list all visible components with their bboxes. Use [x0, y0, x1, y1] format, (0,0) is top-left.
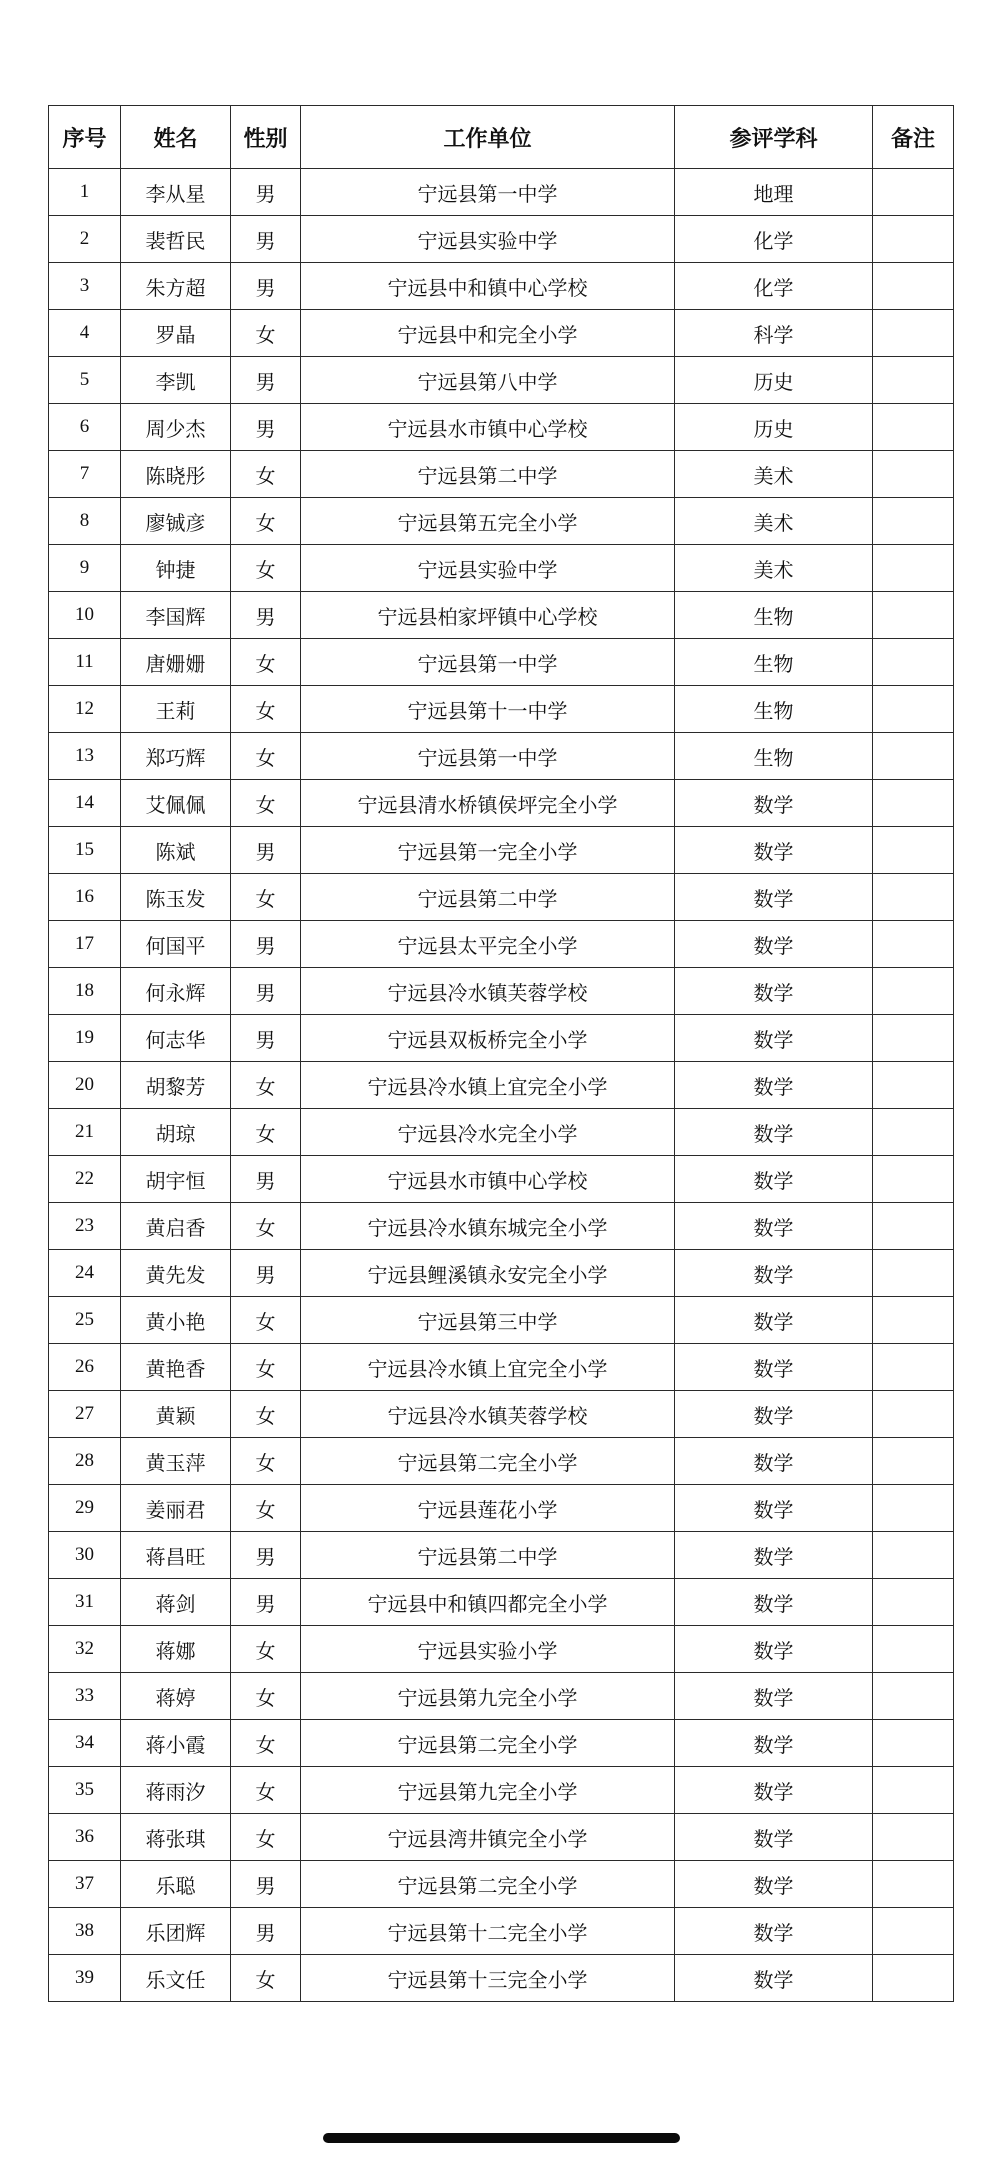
cell-serial: 8: [49, 498, 121, 545]
cell-serial: 37: [49, 1861, 121, 1908]
cell-subject: 数学: [675, 1626, 873, 1673]
cell-gender: 男: [231, 921, 301, 968]
cell-gender: 女: [231, 780, 301, 827]
table-row: [49, 921, 954, 968]
cell-serial: 11: [49, 639, 121, 686]
cell-subject: 美术: [675, 545, 873, 592]
cell-workplace: 宁远县实验小学: [301, 1626, 675, 1673]
cell-remarks: [873, 1485, 954, 1532]
cell-serial: 4: [49, 310, 121, 357]
cell-subject: 数学: [675, 1814, 873, 1861]
cell-name: 艾佩佩: [121, 780, 231, 827]
cell-name: 胡琼: [121, 1109, 231, 1156]
cell-serial: 27: [49, 1391, 121, 1438]
header-remarks: 备注: [873, 106, 954, 169]
cell-serial: 22: [49, 1156, 121, 1203]
cell-gender: 男: [231, 1015, 301, 1062]
cell-remarks: [873, 357, 954, 404]
home-indicator-bar[interactable]: [323, 2133, 680, 2143]
cell-serial: 20: [49, 1062, 121, 1109]
cell-remarks: [873, 921, 954, 968]
cell-gender: 男: [231, 263, 301, 310]
cell-serial: 26: [49, 1344, 121, 1391]
table-row: [49, 780, 954, 827]
cell-remarks: [873, 592, 954, 639]
table-row: [49, 1109, 954, 1156]
cell-workplace: 宁远县水市镇中心学校: [301, 1156, 675, 1203]
cell-subject: 数学: [675, 1579, 873, 1626]
cell-gender: 女: [231, 1297, 301, 1344]
cell-serial: 3: [49, 263, 121, 310]
cell-name: 李国辉: [121, 592, 231, 639]
cell-workplace: 宁远县第二完全小学: [301, 1861, 675, 1908]
cell-name: 蒋小霞: [121, 1720, 231, 1767]
cell-subject: 美术: [675, 498, 873, 545]
header-name: 姓名: [121, 106, 231, 169]
table-row: [49, 686, 954, 733]
table-body: [49, 169, 954, 2002]
cell-subject: 化学: [675, 263, 873, 310]
cell-name: 周少杰: [121, 404, 231, 451]
cell-serial: 25: [49, 1297, 121, 1344]
cell-name: 黄艳香: [121, 1344, 231, 1391]
cell-gender: 女: [231, 1062, 301, 1109]
cell-subject: 数学: [675, 921, 873, 968]
header-serial: 序号: [49, 106, 121, 169]
table-row: [49, 639, 954, 686]
cell-workplace: 宁远县冷水镇芙蓉学校: [301, 968, 675, 1015]
cell-serial: 24: [49, 1250, 121, 1297]
cell-serial: 5: [49, 357, 121, 404]
cell-gender: 女: [231, 1109, 301, 1156]
cell-serial: 31: [49, 1579, 121, 1626]
cell-subject: 数学: [675, 1109, 873, 1156]
cell-serial: 7: [49, 451, 121, 498]
cell-name: 钟捷: [121, 545, 231, 592]
document-sheet: [48, 105, 953, 2002]
cell-remarks: [873, 263, 954, 310]
table-row: [49, 404, 954, 451]
table-row: [49, 1062, 954, 1109]
cell-subject: 地理: [675, 169, 873, 216]
cell-subject: 数学: [675, 1720, 873, 1767]
cell-serial: 35: [49, 1767, 121, 1814]
cell-name: 黄玉萍: [121, 1438, 231, 1485]
cell-subject: 生物: [675, 733, 873, 780]
cell-serial: 33: [49, 1673, 121, 1720]
cell-workplace: 宁远县冷水镇上宜完全小学: [301, 1062, 675, 1109]
cell-subject: 数学: [675, 1344, 873, 1391]
cell-remarks: [873, 827, 954, 874]
cell-serial: 9: [49, 545, 121, 592]
cell-name: 乐聪: [121, 1861, 231, 1908]
evaluation-roster-table: [48, 105, 954, 2002]
cell-name: 黄启香: [121, 1203, 231, 1250]
cell-serial: 18: [49, 968, 121, 1015]
cell-serial: 21: [49, 1109, 121, 1156]
cell-name: 蒋雨汐: [121, 1767, 231, 1814]
table-row: [49, 545, 954, 592]
cell-remarks: [873, 780, 954, 827]
cell-name: 黄小艳: [121, 1297, 231, 1344]
table-row: [49, 357, 954, 404]
cell-remarks: [873, 1297, 954, 1344]
cell-remarks: [873, 1344, 954, 1391]
cell-subject: 数学: [675, 874, 873, 921]
cell-subject: 生物: [675, 686, 873, 733]
cell-gender: 男: [231, 1532, 301, 1579]
cell-gender: 女: [231, 639, 301, 686]
cell-workplace: 宁远县莲花小学: [301, 1485, 675, 1532]
cell-name: 裴哲民: [121, 216, 231, 263]
cell-remarks: [873, 451, 954, 498]
cell-gender: 女: [231, 1673, 301, 1720]
table-row: [49, 1720, 954, 1767]
cell-workplace: 宁远县第十一中学: [301, 686, 675, 733]
cell-subject: 数学: [675, 1297, 873, 1344]
cell-serial: 13: [49, 733, 121, 780]
cell-serial: 39: [49, 1955, 121, 2002]
cell-name: 姜丽君: [121, 1485, 231, 1532]
cell-workplace: 宁远县太平完全小学: [301, 921, 675, 968]
cell-gender: 女: [231, 451, 301, 498]
cell-name: 黄先发: [121, 1250, 231, 1297]
cell-remarks: [873, 1391, 954, 1438]
cell-workplace: 宁远县第三中学: [301, 1297, 675, 1344]
cell-name: 蒋张琪: [121, 1814, 231, 1861]
cell-workplace: 宁远县湾井镇完全小学: [301, 1814, 675, 1861]
table-row: [49, 1626, 954, 1673]
cell-workplace: 宁远县第一完全小学: [301, 827, 675, 874]
table-row: [49, 1485, 954, 1532]
cell-remarks: [873, 874, 954, 921]
cell-gender: 男: [231, 169, 301, 216]
cell-name: 唐姗姗: [121, 639, 231, 686]
cell-serial: 15: [49, 827, 121, 874]
cell-gender: 女: [231, 1720, 301, 1767]
cell-workplace: 宁远县第一中学: [301, 733, 675, 780]
cell-subject: 生物: [675, 639, 873, 686]
cell-name: 蒋娜: [121, 1626, 231, 1673]
cell-serial: 19: [49, 1015, 121, 1062]
cell-subject: 数学: [675, 968, 873, 1015]
cell-remarks: [873, 1908, 954, 1955]
table-row: [49, 1767, 954, 1814]
cell-serial: 14: [49, 780, 121, 827]
cell-remarks: [873, 1062, 954, 1109]
table-row: [49, 968, 954, 1015]
cell-subject: 数学: [675, 1955, 873, 2002]
cell-serial: 2: [49, 216, 121, 263]
header-gender: 性别: [231, 106, 301, 169]
cell-serial: 38: [49, 1908, 121, 1955]
cell-workplace: 宁远县水市镇中心学校: [301, 404, 675, 451]
cell-remarks: [873, 639, 954, 686]
cell-name: 朱方超: [121, 263, 231, 310]
cell-remarks: [873, 216, 954, 263]
table-row: [49, 1579, 954, 1626]
cell-gender: 女: [231, 874, 301, 921]
cell-workplace: 宁远县实验中学: [301, 216, 675, 263]
cell-workplace: 宁远县清水桥镇侯坪完全小学: [301, 780, 675, 827]
cell-subject: 生物: [675, 592, 873, 639]
cell-serial: 1: [49, 169, 121, 216]
cell-remarks: [873, 1814, 954, 1861]
cell-remarks: [873, 968, 954, 1015]
cell-workplace: 宁远县中和镇中心学校: [301, 263, 675, 310]
cell-name: 胡宇恒: [121, 1156, 231, 1203]
table-row: [49, 733, 954, 780]
cell-subject: 数学: [675, 1767, 873, 1814]
cell-subject: 数学: [675, 780, 873, 827]
cell-remarks: [873, 1532, 954, 1579]
cell-subject: 数学: [675, 1015, 873, 1062]
cell-gender: 男: [231, 827, 301, 874]
cell-remarks: [873, 169, 954, 216]
cell-gender: 女: [231, 1391, 301, 1438]
cell-workplace: 宁远县第九完全小学: [301, 1767, 675, 1814]
table-row: [49, 1908, 954, 1955]
cell-gender: 男: [231, 1579, 301, 1626]
cell-name: 何志华: [121, 1015, 231, 1062]
cell-subject: 数学: [675, 1391, 873, 1438]
cell-remarks: [873, 1720, 954, 1767]
table-row: [49, 498, 954, 545]
cell-gender: 女: [231, 1626, 301, 1673]
cell-gender: 女: [231, 1814, 301, 1861]
cell-remarks: [873, 1579, 954, 1626]
table-row: [49, 1250, 954, 1297]
cell-serial: 32: [49, 1626, 121, 1673]
cell-gender: 女: [231, 1485, 301, 1532]
cell-remarks: [873, 1203, 954, 1250]
cell-workplace: 宁远县第二完全小学: [301, 1720, 675, 1767]
cell-workplace: 宁远县冷水镇东城完全小学: [301, 1203, 675, 1250]
cell-serial: 12: [49, 686, 121, 733]
cell-subject: 数学: [675, 1485, 873, 1532]
cell-serial: 10: [49, 592, 121, 639]
cell-workplace: 宁远县鲤溪镇永安完全小学: [301, 1250, 675, 1297]
cell-workplace: 宁远县第八中学: [301, 357, 675, 404]
cell-gender: 女: [231, 1344, 301, 1391]
header-subject: 参评学科: [675, 106, 873, 169]
table-row: [49, 1861, 954, 1908]
cell-serial: 6: [49, 404, 121, 451]
table-row: [49, 1015, 954, 1062]
cell-name: 何永辉: [121, 968, 231, 1015]
cell-gender: 男: [231, 1250, 301, 1297]
cell-name: 陈斌: [121, 827, 231, 874]
cell-name: 何国平: [121, 921, 231, 968]
cell-workplace: 宁远县第十二完全小学: [301, 1908, 675, 1955]
cell-remarks: [873, 1156, 954, 1203]
cell-gender: 男: [231, 216, 301, 263]
cell-workplace: 宁远县柏家坪镇中心学校: [301, 592, 675, 639]
cell-subject: 美术: [675, 451, 873, 498]
cell-serial: 23: [49, 1203, 121, 1250]
table-row: [49, 1344, 954, 1391]
cell-name: 罗晶: [121, 310, 231, 357]
table-row: [49, 1391, 954, 1438]
cell-name: 李从星: [121, 169, 231, 216]
cell-subject: 数学: [675, 1250, 873, 1297]
table-row: [49, 1156, 954, 1203]
table-row: [49, 451, 954, 498]
cell-gender: 女: [231, 498, 301, 545]
cell-name: 乐团辉: [121, 1908, 231, 1955]
cell-workplace: 宁远县冷水镇上宜完全小学: [301, 1344, 675, 1391]
cell-workplace: 宁远县中和完全小学: [301, 310, 675, 357]
table-row: [49, 169, 954, 216]
cell-workplace: 宁远县第九完全小学: [301, 1673, 675, 1720]
cell-gender: 男: [231, 404, 301, 451]
cell-workplace: 宁远县第十三完全小学: [301, 1955, 675, 2002]
cell-gender: 女: [231, 1955, 301, 2002]
cell-subject: 化学: [675, 216, 873, 263]
cell-subject: 数学: [675, 1156, 873, 1203]
cell-name: 郑巧辉: [121, 733, 231, 780]
cell-workplace: 宁远县第二中学: [301, 1532, 675, 1579]
cell-serial: 36: [49, 1814, 121, 1861]
cell-workplace: 宁远县第一中学: [301, 639, 675, 686]
table-row: [49, 1532, 954, 1579]
cell-remarks: [873, 733, 954, 780]
cell-remarks: [873, 498, 954, 545]
cell-gender: 男: [231, 968, 301, 1015]
cell-gender: 男: [231, 592, 301, 639]
cell-remarks: [873, 686, 954, 733]
cell-gender: 女: [231, 1767, 301, 1814]
table-row: [49, 1673, 954, 1720]
cell-gender: 男: [231, 357, 301, 404]
header-workplace: 工作单位: [301, 106, 675, 169]
table-row: [49, 216, 954, 263]
cell-workplace: 宁远县第五完全小学: [301, 498, 675, 545]
cell-serial: 17: [49, 921, 121, 968]
cell-remarks: [873, 1015, 954, 1062]
cell-name: 蒋婷: [121, 1673, 231, 1720]
cell-gender: 女: [231, 1203, 301, 1250]
cell-subject: 数学: [675, 1673, 873, 1720]
cell-workplace: 宁远县第二中学: [301, 874, 675, 921]
cell-name: 王莉: [121, 686, 231, 733]
table-row: [49, 1297, 954, 1344]
cell-gender: 女: [231, 733, 301, 780]
cell-workplace: 宁远县双板桥完全小学: [301, 1015, 675, 1062]
cell-workplace: 宁远县冷水镇芙蓉学校: [301, 1391, 675, 1438]
cell-name: 陈玉发: [121, 874, 231, 921]
cell-subject: 历史: [675, 404, 873, 451]
cell-name: 陈晓彤: [121, 451, 231, 498]
cell-name: 蒋昌旺: [121, 1532, 231, 1579]
cell-workplace: 宁远县实验中学: [301, 545, 675, 592]
table-header-row: [49, 106, 954, 169]
cell-workplace: 宁远县冷水完全小学: [301, 1109, 675, 1156]
cell-serial: 34: [49, 1720, 121, 1767]
cell-subject: 数学: [675, 1203, 873, 1250]
cell-workplace: 宁远县第一中学: [301, 169, 675, 216]
cell-remarks: [873, 1438, 954, 1485]
cell-serial: 28: [49, 1438, 121, 1485]
cell-remarks: [873, 404, 954, 451]
cell-subject: 数学: [675, 1861, 873, 1908]
cell-serial: 29: [49, 1485, 121, 1532]
cell-remarks: [873, 1955, 954, 2002]
cell-gender: 男: [231, 1908, 301, 1955]
cell-gender: 女: [231, 686, 301, 733]
cell-subject: 历史: [675, 357, 873, 404]
table-row: [49, 1438, 954, 1485]
cell-workplace: 宁远县第二中学: [301, 451, 675, 498]
cell-subject: 科学: [675, 310, 873, 357]
cell-name: 乐文任: [121, 1955, 231, 2002]
cell-gender: 女: [231, 1438, 301, 1485]
cell-subject: 数学: [675, 1438, 873, 1485]
cell-subject: 数学: [675, 1062, 873, 1109]
cell-name: 李凯: [121, 357, 231, 404]
cell-gender: 男: [231, 1156, 301, 1203]
cell-remarks: [873, 1861, 954, 1908]
cell-name: 蒋剑: [121, 1579, 231, 1626]
cell-remarks: [873, 1250, 954, 1297]
table-row: [49, 1955, 954, 2002]
cell-serial: 16: [49, 874, 121, 921]
cell-gender: 女: [231, 310, 301, 357]
cell-remarks: [873, 1767, 954, 1814]
cell-workplace: 宁远县中和镇四都完全小学: [301, 1579, 675, 1626]
table-row: [49, 310, 954, 357]
cell-gender: 男: [231, 1861, 301, 1908]
table-row: [49, 874, 954, 921]
cell-name: 廖铖彦: [121, 498, 231, 545]
cell-gender: 女: [231, 545, 301, 592]
cell-remarks: [873, 1626, 954, 1673]
cell-remarks: [873, 1673, 954, 1720]
cell-workplace: 宁远县第二完全小学: [301, 1438, 675, 1485]
cell-remarks: [873, 310, 954, 357]
cell-remarks: [873, 545, 954, 592]
cell-subject: 数学: [675, 1532, 873, 1579]
cell-serial: 30: [49, 1532, 121, 1579]
cell-name: 黄颖: [121, 1391, 231, 1438]
table-row: [49, 592, 954, 639]
cell-name: 胡黎芳: [121, 1062, 231, 1109]
table-row: [49, 263, 954, 310]
table-row: [49, 1814, 954, 1861]
cell-subject: 数学: [675, 827, 873, 874]
table-row: [49, 1203, 954, 1250]
cell-remarks: [873, 1109, 954, 1156]
cell-subject: 数学: [675, 1908, 873, 1955]
table-row: [49, 827, 954, 874]
